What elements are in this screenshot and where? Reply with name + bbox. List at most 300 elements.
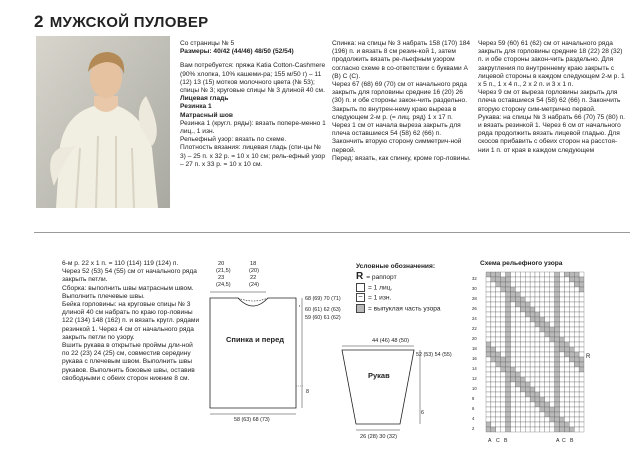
chart-cell [560,327,565,332]
chart-cell [574,422,579,427]
chart-cell [579,362,584,367]
chart-cell [564,292,569,297]
chart-cell [540,382,545,387]
chart-cell [486,387,491,392]
row-label: 22 [472,326,477,331]
repeat-marker: R [586,354,591,360]
chart-cell [545,427,550,432]
chart-cell [579,312,584,317]
chart-cell [564,342,569,347]
chart-cell [506,282,511,287]
chart-cell [515,337,520,342]
chart-cell [545,297,550,302]
chart-cell [569,332,574,337]
chart-cell [535,412,540,417]
row-label: 16 [472,356,477,361]
chart-cell [564,297,569,302]
legend-item-purl [356,293,466,303]
chart-cell [496,407,501,412]
chart-cell [520,347,525,352]
chart-cell [569,382,574,387]
chart-cell [555,282,560,287]
chart-cell [511,372,516,377]
chart-cell [520,352,525,357]
chart-cell [540,317,545,322]
sleeve-bindoff: Через 52 (53) 54 (55) см от начального ряда закрыть петли. [62,268,197,284]
chart-cell [555,377,560,382]
chart-cell [550,327,555,332]
chart-cell [579,327,584,332]
chart-cell [501,377,506,382]
chart-cell [530,297,535,302]
chart-cell [545,407,550,412]
chart-cell [564,412,569,417]
chart-cell [525,397,530,402]
chart-cell [486,377,491,382]
chart-cell [525,412,530,417]
chart-cell [550,367,555,372]
chart-cell [540,377,545,382]
chart-cell [520,372,525,377]
front-shoulder-instructions: Через 9 см от выреза горловины закрыть для плеча оставшиеся 54 (58) 62 (66) п. Закончить вторую сторону сим-метрично первой. [478,89,621,113]
chart-cell [564,312,569,317]
chart-cell [491,307,496,312]
chart-cell [506,372,511,377]
chart-cell [486,287,491,292]
chart-cell [520,287,525,292]
chart-cell [540,322,545,327]
chart-cell [515,402,520,407]
chart-cell [501,387,506,392]
row-label: 26 [472,306,477,311]
chart-cell [496,387,501,392]
chart-cell [560,362,565,367]
chart-cell [530,387,535,392]
chart-cell [535,357,540,362]
chart-cell [496,292,501,297]
neckband-text: Бейка горловины: на круговые спицы № 3 длиной 40 см набрать по краю гор-ловины 122 (134) 148 (162) п. и вязать кругл. рядами резинкой 1. Через 4 см от начального ряда закрыть петли по узору. [62,301,200,341]
chart-cell [545,337,550,342]
chart-cell [511,362,516,367]
chart-cell [535,312,540,317]
body-label: Спинка и перед [226,335,285,344]
chart-cell [569,407,574,412]
chart-cell [540,402,545,407]
chart-cell [515,407,520,412]
chart-cell [520,387,525,392]
chart-cell [486,417,491,422]
chart-cell [491,347,496,352]
chart-cell [525,347,530,352]
chart-cell [545,412,550,417]
chart-cell [520,277,525,282]
chart-cell [486,402,491,407]
chart-cell [486,397,491,402]
chart-cell [530,272,535,277]
chart-cell [511,347,516,352]
chart-cell [564,392,569,397]
chart-cell [530,332,535,337]
chart-cell [525,382,530,387]
knit-symbol [356,283,365,292]
chart-cell [511,412,516,417]
chart-cell [525,307,530,312]
chart-cell [540,412,545,417]
chart-cell [530,362,535,367]
chart-cell [496,337,501,342]
chart-cell [525,357,530,362]
row-label: 2 [472,426,475,431]
chart-cell [501,332,506,337]
chart-cell [550,332,555,337]
chart-cell [520,332,525,337]
chart-cell [491,412,496,417]
chart-cell [496,297,501,302]
chart-cell [560,302,565,307]
chart-cell [501,352,506,357]
chart-cell [540,282,545,287]
width-label-2: (21,5) [216,268,231,274]
chart-cell [555,337,560,342]
chart-cell [564,347,569,352]
chart-cell [506,342,511,347]
chart-cell [525,427,530,432]
chart-cell [506,397,511,402]
chart-cell [545,422,550,427]
chart-cell [555,332,560,337]
chart-cell [511,402,516,407]
chart-cell [579,297,584,302]
chart-cell [550,337,555,342]
legend-title: Условные обозначения: [356,263,436,270]
chart-cell [550,277,555,282]
chart-cell [560,367,565,372]
chart-cell [540,307,545,312]
chart-cell [530,427,535,432]
chart-cell [564,337,569,342]
body-outline [210,298,296,408]
neck-label-3: 22 [250,275,257,281]
chart-cell [535,337,540,342]
chart-cell [525,352,530,357]
chart-cell [486,372,491,377]
chart-cell [520,282,525,287]
sleeve-label: Рукав [368,371,390,380]
chart-cell [530,342,535,347]
chart-cell [535,417,540,422]
chart-cell [550,372,555,377]
chart-cell [569,297,574,302]
chart-cell [515,417,520,422]
row-label: 20 [472,336,477,341]
chart-cell [545,387,550,392]
chart-cell [545,332,550,337]
chart-cell [569,272,574,277]
chart-cell [491,292,496,297]
chart-cell [486,292,491,297]
chart-cell [550,382,555,387]
chart-cell [530,282,535,287]
row-label: 8 [472,396,475,401]
chart-cell [530,322,535,327]
chart-cell [506,367,511,372]
chart-grid [486,272,584,432]
chart-cell [496,317,501,322]
chart-cell [569,427,574,432]
chart-cell [540,342,545,347]
legend-item-repeat [356,272,466,283]
chart-cell [579,292,584,297]
chart-cell [486,312,491,317]
height-neck: 60 (61) 62 (63) [305,307,341,313]
chart-cell [525,392,530,397]
chart-cell [555,317,560,322]
chart-cell [579,377,584,382]
chart-cell [550,352,555,357]
relief-chart [470,268,630,450]
chart-cell [501,337,506,342]
chart-cell [545,312,550,317]
chart-cell [486,407,491,412]
chart-cell [506,297,511,302]
chart-cell [525,282,530,287]
row-label: 18 [472,346,477,351]
chart-cell [496,392,501,397]
chart-cell [506,427,511,432]
chart-cell [550,272,555,277]
legend-item-raised [356,304,466,314]
chart-cell [506,357,511,362]
chart-cell [579,407,584,412]
chart-cell [530,412,535,417]
chart-cell [564,377,569,382]
chart-cell [545,417,550,422]
chart-cell [511,272,516,277]
chart-cell [535,372,540,377]
chart-cell [550,322,555,327]
chart-cell [540,312,545,317]
chart-cell [491,407,496,412]
chart-cell [515,287,520,292]
chart-cell [574,417,579,422]
chart-cell [525,332,530,337]
chart-cell [535,362,540,367]
chart-cell [560,392,565,397]
chart-cell [496,402,501,407]
chart-cell [550,417,555,422]
chart-cell [540,277,545,282]
chart-cell [569,277,574,282]
chart-cell [511,322,516,327]
chart-cell [560,342,565,347]
chart-cell [486,327,491,332]
chart-cell [530,402,535,407]
chart-cell [535,322,540,327]
chart-cell [491,392,496,397]
chart-cell [506,347,511,352]
neck-label-4: (24) [249,282,259,288]
repeat-symbol: R [356,271,364,282]
chart-cell [560,412,565,417]
chart-cell [486,332,491,337]
chart-cell [491,332,496,337]
chart-cell [535,377,540,382]
chart-cell [564,362,569,367]
chart-cell [545,292,550,297]
chart-cell [511,292,516,297]
front-neck-instructions: Через 59 (60) 61 (62) см от начального ряда закрыть для горловины средние 18 (22) 28 (32) п. и обе стороны закон-чить раздельно. Для закругления по внутреннему краю закрыть с лицевой стороны в каждом следующем 2-м р. 1 х 5 п., 1 х 4 п., 2 х 2 п. и 3 х 1 п. [478,40,625,89]
chart-cell [545,302,550,307]
chart-cell [511,337,516,342]
chart-cell [579,287,584,292]
chart-cell [560,352,565,357]
chart-cell [555,412,560,417]
column-label: B [504,438,508,444]
chart-cell [496,322,501,327]
chart-cell [520,357,525,362]
chart-cell [540,422,545,427]
chart-cell [525,407,530,412]
row-label: 14 [472,366,477,371]
chart-cell [545,307,550,312]
chart-cell [555,402,560,407]
chart-cell [569,392,574,397]
chart-cell [530,417,535,422]
chart-cell [569,372,574,377]
chart-cell [515,322,520,327]
chart-cell [530,307,535,312]
chart-cell [491,302,496,307]
chart-cell [506,292,511,297]
chart-cell [496,412,501,417]
chart-cell [496,277,501,282]
chart-cell [486,302,491,307]
chart-cell [540,272,545,277]
chart-cell [545,362,550,367]
chart-cell [491,322,496,327]
chart-cell [560,272,565,277]
chart-cell [535,292,540,297]
chart-cell [530,312,535,317]
chart-cell [530,392,535,397]
chart-cell [540,417,545,422]
chart-cell [555,342,560,347]
chart-cell [535,307,540,312]
chart-cell [525,302,530,307]
chart-cell [511,427,516,432]
chart-cell [555,362,560,367]
chart-cell [555,382,560,387]
chart-cell [535,382,540,387]
chart-cell [564,367,569,372]
chart-cell [569,302,574,307]
chart-cell [579,382,584,387]
chart-cell [496,307,501,312]
chart-cell [525,372,530,377]
chart-cell [511,377,516,382]
chart-cell [579,392,584,397]
chart-cell [574,382,579,387]
chart-cell [515,392,520,397]
chart-cell [501,367,506,372]
chart-cell [496,372,501,377]
chart-cell [496,422,501,427]
chart-cell [569,412,574,417]
chart-cell [574,342,579,347]
chart-cell [569,397,574,402]
chart-cell [574,397,579,402]
chart-cell [525,317,530,322]
chart-cell [520,302,525,307]
chart-cell [491,397,496,402]
chart-cell [545,317,550,322]
chart-cell [525,292,530,297]
chart-cell [535,422,540,427]
chart-cell [540,357,545,362]
chart-cell [530,292,535,297]
pattern-number: 2 [34,12,44,31]
gauge-description: Плотность вязания: лицевая гладь (спи-цы № 3) – 25 п. х 32 р. = 10 х 10 см; рель-ефный узор – 27 п. х 33 р. = 10 х 10 см. [180,144,326,168]
chart-cell [506,352,511,357]
chart-cell [574,352,579,357]
chart-cell [511,282,516,287]
chart-cell [564,322,569,327]
chart-cell [579,357,584,362]
chart-cell [491,312,496,317]
chart-cell [525,287,530,292]
chart-cell [496,417,501,422]
chart-cell [515,412,520,417]
chart-cell [525,277,530,282]
chart-cell [496,397,501,402]
chart-cell [515,367,520,372]
chart-cell [486,392,491,397]
chart-cell [511,382,516,387]
column-label: C [496,438,500,444]
chart-cell [515,382,520,387]
chart-cell [511,397,516,402]
chart-cell [560,332,565,337]
chart-cell [535,272,540,277]
chart-cell [550,297,555,302]
chart-cell [574,367,579,372]
chart-cell [579,427,584,432]
chart-cell [515,272,520,277]
bottom-labels [488,438,574,444]
chart-cell [535,402,540,407]
chart-cell [525,387,530,392]
chart-cell [515,307,520,312]
chart-cell [501,292,506,297]
chart-cell [530,287,535,292]
chart-cell [486,352,491,357]
legend-knit-text: = 1 лиц. [368,284,393,292]
chart-cell [555,307,560,312]
chart-cell [525,272,530,277]
chart-cell [501,272,506,277]
chart-cell [501,427,506,432]
chart-cell [525,402,530,407]
chart-cell [579,302,584,307]
chart-cell [496,367,501,372]
chart-cell [569,387,574,392]
chart-cell [530,302,535,307]
chart-cell [486,322,491,327]
chart-cell [574,377,579,382]
chart-cell [511,367,516,372]
chart-cell [486,272,491,277]
chart-cell [515,327,520,332]
